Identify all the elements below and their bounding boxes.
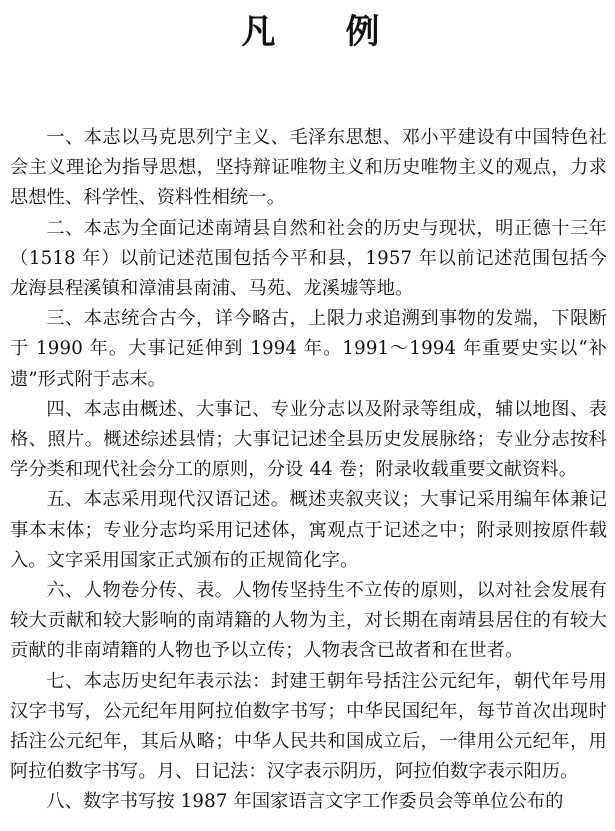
guideline-paragraph-7: 七、本志历史纪年表示法：封建王朝年号括注公元纪年，朝代年号用汉字书写，公元纪年用阿拉伯数字书写；中华民国纪年，每节首次出现时括注公元纪年，其后从略；中华人民共和国成立后，一律用公元纪年，用阿拉伯数字书写。月、日记法：汉字表示阴历，阿拉伯数字表示阳历。: [10, 670, 607, 783]
guideline-paragraph-4: 四、本志由概述、大事记、专业分志以及附录等组成，辅以地图、表格、照片。概述综述县情；大事记记述全县历史发展脉络；专业分志按科学分类和现代社会分工的原则，分设 44 卷；附录收载重要文献资料。: [10, 398, 607, 481]
guideline-paragraph-8: 八、数字书写按 1987 年国家语言文字工作委员会等单位公布的: [46, 791, 564, 813]
title-char-1: 凡: [241, 12, 276, 52]
page-title: [10, 0, 607, 56]
guideline-paragraph-2: 二、本志为全面记述南靖县自然和社会的历史与现状，明正德十三年（1518 年）以前记述范围包括今平和县，1957 年以前记述范围包括今龙海县程溪镇和漳浦县南浦、马苑、龙溪墟等地。: [10, 217, 607, 300]
guideline-paragraph-5: 五、本志采用现代汉语记述。概述夹叙夹议；大事记采用编年体兼记事本末体；专业分志均采用记述体，寓观点于记述之中；附录则按原件载入。文字采用国家正式颁布的正规简化字。: [10, 489, 607, 571]
guideline-paragraph-6: 六、人物卷分传、表。人物传坚持生不立传的原则，以对社会发展有较大贡献和较大影响的南靖籍的人物为主，对长期在南靖县居住的有较大贡献的非南靖籍的人物也予以立传；人物表含已故者和在世者。: [10, 580, 607, 662]
guideline-paragraph-3: 三、本志统合古今，详今略古，上限力求追溯到事物的发端，下限断于 1990 年。大事记延伸到 1994 年。1991～1994 年重要史实以“补遗”形式附于志末。: [10, 308, 607, 390]
title-char-2: 例: [345, 12, 380, 52]
guideline-paragraph-1: 一、本志以马克思列宁主义、毛泽东思想、邓小平建设有中国特色社会主义理论为指导思想，坚持辩证唯物主义和历史唯物主义的观点，力求思想性、科学性、资料性相统一。: [10, 127, 607, 209]
guidelines-body: [10, 123, 607, 818]
